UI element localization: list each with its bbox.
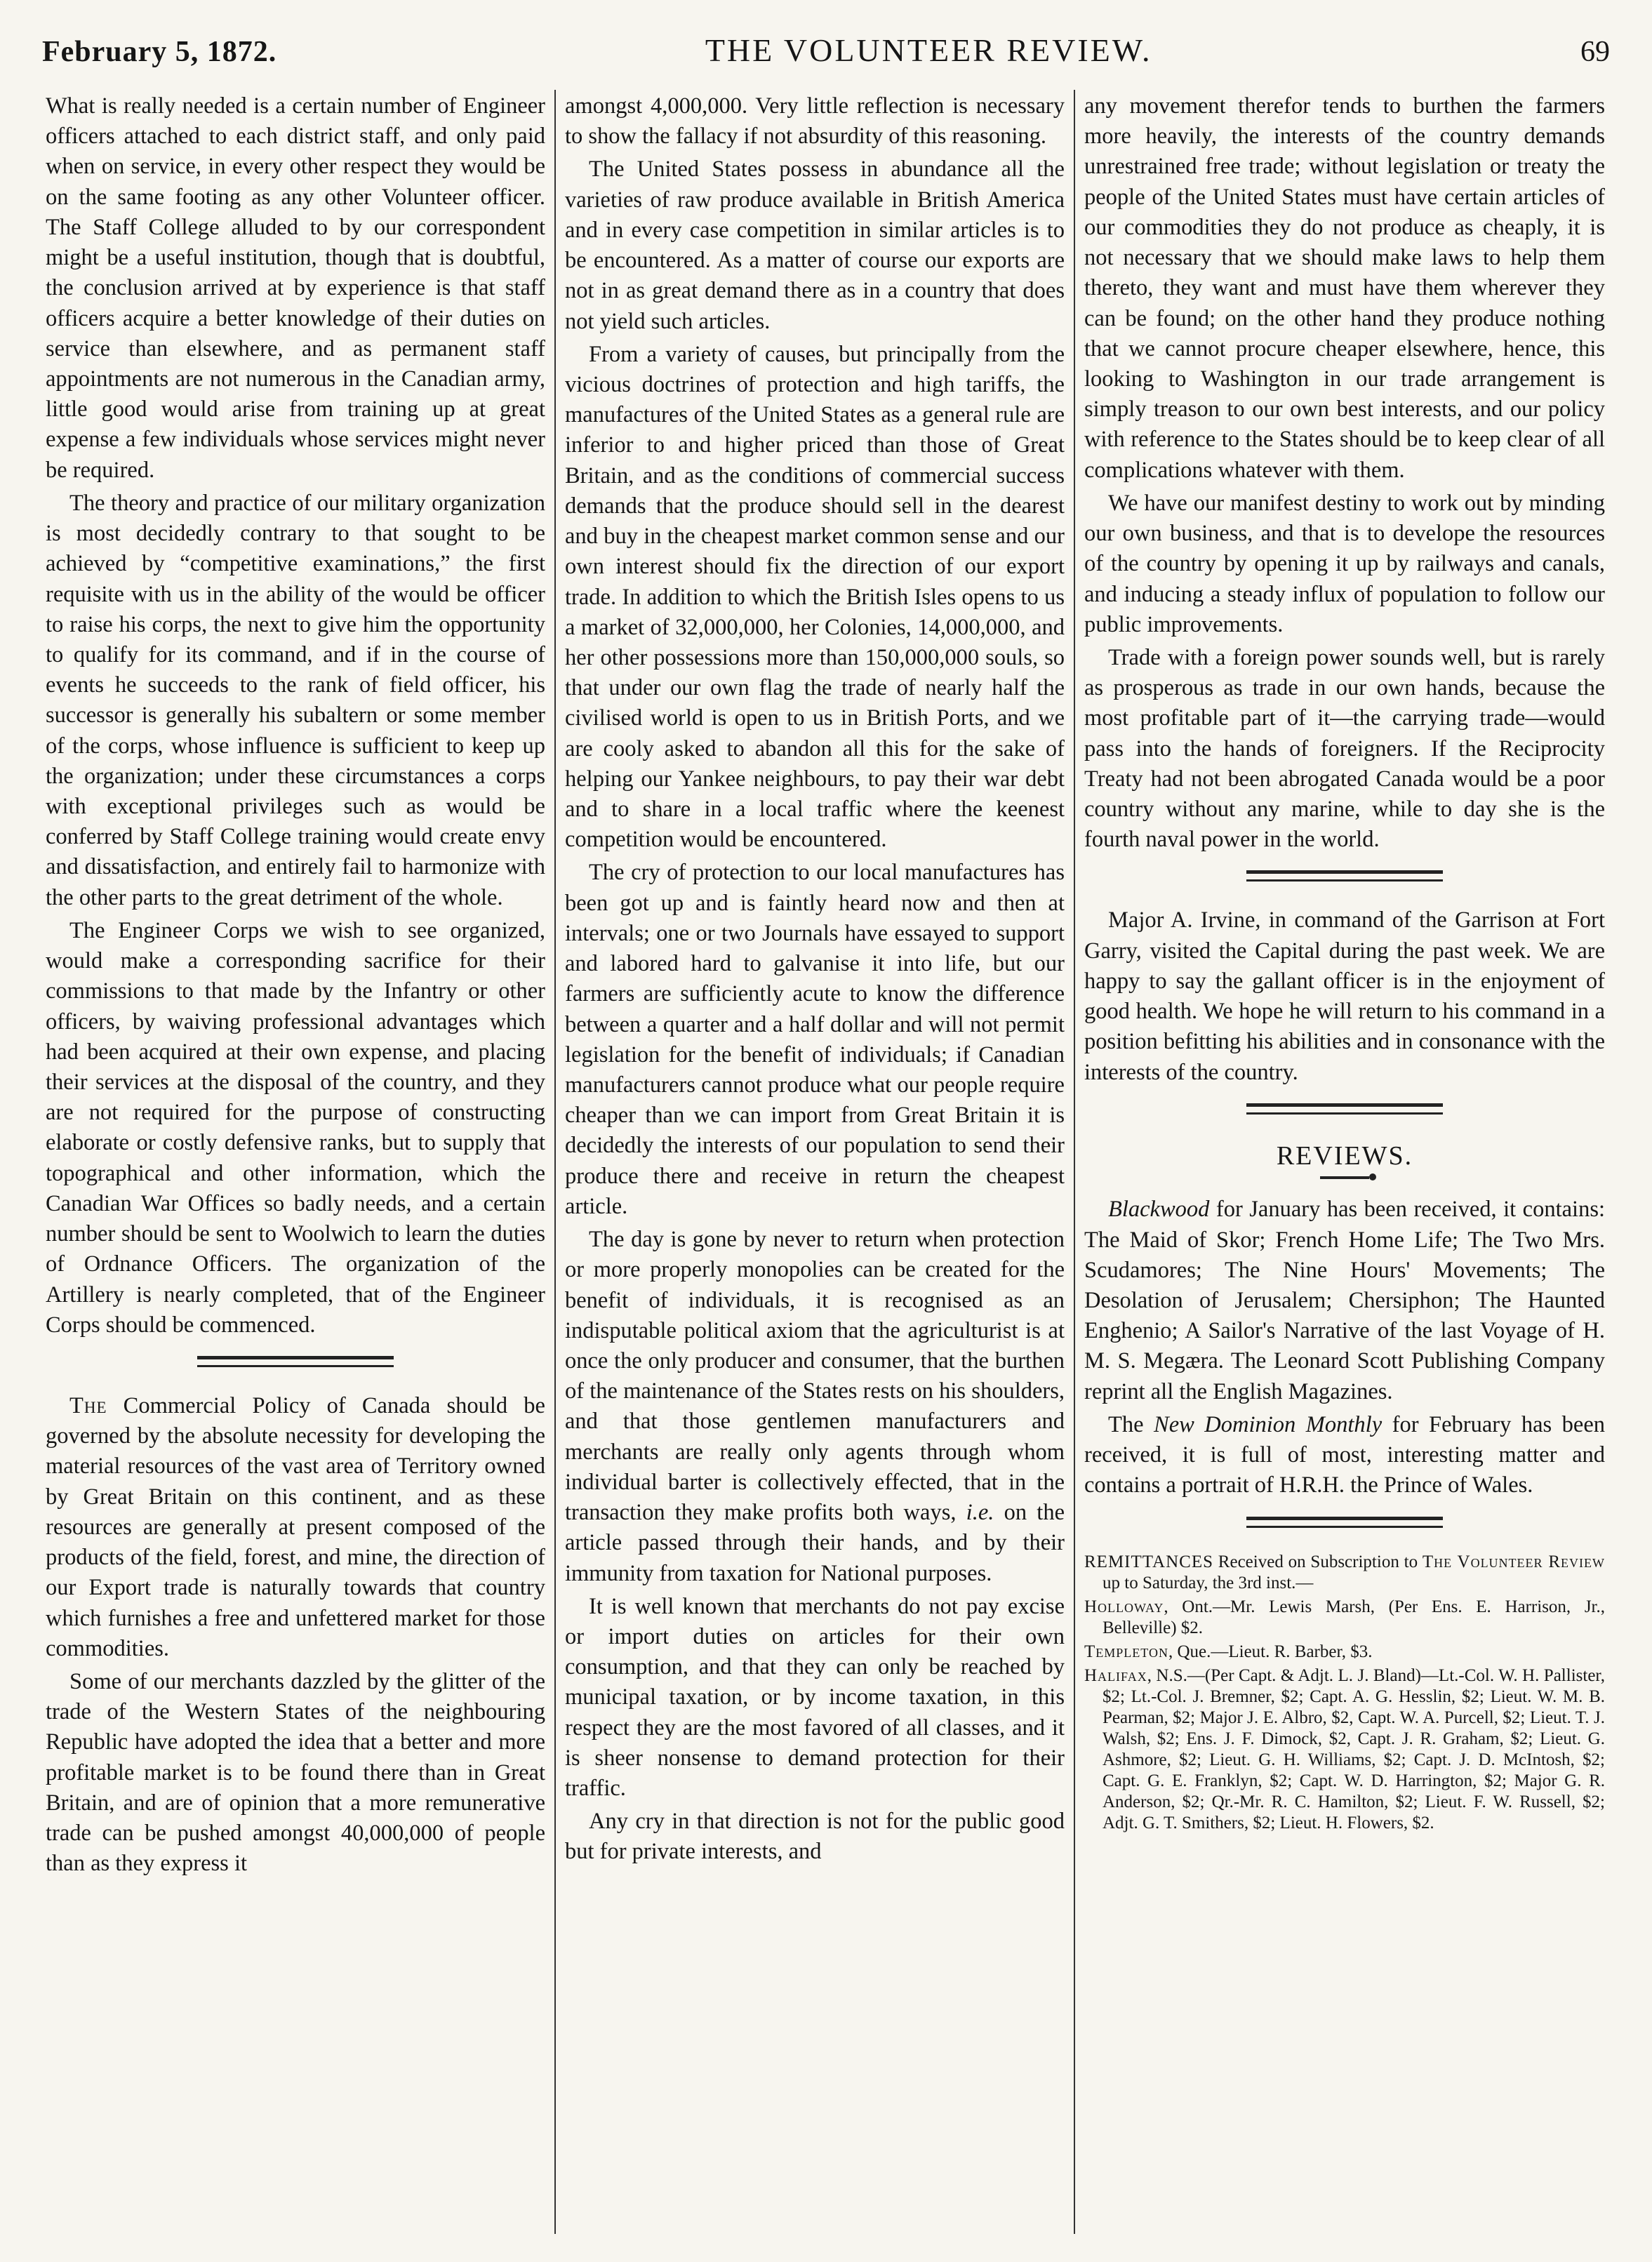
remittance-entry [1084, 1665, 1605, 1834]
paragraph: We have our manifest destiny to work out by minding our own business, and that is to develope the resources of the country by opening it up by railways and canals, and inducing a steady influx of population to follow our public improvements. [1084, 490, 1605, 637]
remittances-section [1084, 1552, 1605, 1834]
ornament-rule [1320, 1176, 1369, 1179]
paragraph: any movement therefor tends to burthen the farmers more heavily, the interests of the country demands unrestrained free trade; without legislation or treaty the people of the United States must have certain articles of our commodities they do not produce as cheaply, it is not necessary that we should make laws to help them thereto, they want and must have them wherever they can be found; on the other hand they produce nothing that we cannot procure cheaper elsewhere, hence, this looking to Washington in our trade arrangement is simply treason to our own best interests, and our policy with reference to the States should be to keep clear of all complications whatever with them. [1084, 93, 1605, 483]
remittances-intro [1084, 1552, 1605, 1594]
newspaper-title: THE VOLUNTEER REVIEW. [705, 32, 1152, 68]
magazine-title: New Dominion Monthly [1154, 1411, 1383, 1437]
paragraph: It is well known that merchants do not pay excise or import duties on articles for their own consumption, and that they can only be reached by municipal taxation, or by income taxation, in this respect they are the most favored of all classes, and it is sheer nonsense to demand protection for their traffic. [565, 1593, 1065, 1802]
abbreviation: i.e. [966, 1500, 994, 1526]
paragraph-lead: The [69, 1392, 107, 1418]
section-divider [1246, 1103, 1443, 1115]
paragraph: The United States possess in abundance all the varieties of raw produce available in British America and in every case competition in similar articles is to be encountered. As a matter of course our exports are not in as great demand there as in a country that does not yield such articles. [565, 157, 1065, 334]
paragraph-text: for February has been received, it is full of most, interesting matter and contains a portrait of H.R.H. the Prince of Wales. [1084, 1411, 1606, 1498]
section-divider [1246, 1517, 1443, 1528]
section-divider [1246, 870, 1443, 881]
column-rule-right [1074, 90, 1075, 2234]
paragraph: Trade with a foreign power sounds well, but is rarely as prosperous as trade in our own hands, because the most profitable part of it—the carrying trade—would pass into the hands of foreigners. If the Reciprocity Treaty had not been abrogated Canada would be a poor country without any marine, while to day she is the fourth naval power in the world. [1084, 644, 1605, 853]
magazine-title: Blackwood [1108, 1197, 1210, 1223]
paragraph: amongst 4,000,000. Very little reflection is necessary to show the fallacy if not absurdity of this reasoning. [565, 93, 1065, 149]
section-divider [197, 1356, 394, 1367]
paragraph: Major A. Irvine, in command of the Garrison at Fort Garry, visited the Capital during the past week. We are happy to say the gallant officer is in the enjoyment of good health. We hope he will return to his command in a position befitting his abilities and in consonance with the interests of the country. [1084, 907, 1605, 1085]
remittance-place: Halifax [1084, 1665, 1147, 1685]
remittance-place: Templeton [1084, 1642, 1168, 1661]
review-paragraph [1084, 1410, 1605, 1501]
remittance-text: , Que.—Lieut. R. Barber, $3. [1168, 1642, 1373, 1661]
paragraph: What is really needed is a certain number of Engineer officers attached to each district staff, and only paid when on service, in every other respect they would be on the same footing as any other Volunteer officer. The Staff College alluded to by our correspondent might be a useful institution, though that is doubtful, the conclusion arrived at by experience is that staff officers acquire a better knowledge of their duties on service than elsewhere, and as permanent staff appointments are not numerous in the Canadian army, little good would arise from training up at great expense a few individuals whose services might never be required. [46, 93, 545, 483]
remittances-text: Received on Subscription to [1213, 1552, 1423, 1571]
paragraph [46, 1391, 545, 1664]
paragraph: The Engineer Corps we wish to see organized, would make a corresponding sacrifice for their commissions to that made by the Infantry or other officers, by waiving professional advantages which had been acquired at their own expense, and placing their services at the disposal of the country, and they are not required for the purpose of constructing elaborate or costly defensive ranks, but to supply that topographical and other information, which the Canadian War Offices so badly needs, and a certain number should be sent to Woolwich to learn the duties of Ordnance Officers. The organization of the Artillery is nearly completed, that of the Engineer Corps should be commenced. [46, 917, 545, 1338]
remittance-text: , N.S.—(Per Capt. & Adjt. L. J. Bland)—Lt.-Col. W. H. Pallister, $2; Lt.-Col. J. Bremner, $2; Capt. A. G. Hesslin, $2; Lieut. W. M. B. Pearman, $2; Major J. E. Albro, $2, Capt. W. A. Purcell, $2; Lieut. T. J. Walsh, $2; Ens. J. F. Dimock, $2, Capt. J. R. Graham, $2; Lieut. G. Ashmore, $2; Lieut. G. H. Williams, $2; Capt. J. D. McIntosh, $2; Capt. G. E. Franklyn, $2; Capt. W. D. Harrington, $2; Major G. R. Anderson, $2; Qr.-Mr. R. C. Hamilton, $2; Lieut. F. W. Russell, $2; Adjt. G. T. Smithers, $2; Lieut. H. Flowers, $2. [1103, 1665, 1605, 1832]
paragraph-text: for January has been received, it contains: The Maid of Skor; French Home Life; The Two Mrs. Scudamores; The Nine Hours' Movements; The Desolation of Jerusalem; Chersiphon; The Haunted Enghenio; A Sailor's Narrative of the last Voyage of H. M. S. Megæra. The Leonard Scott Publishing Company reprint all the English Magazines. [1084, 1197, 1605, 1404]
review-paragraph [1084, 1195, 1605, 1407]
paragraph-text: The day is gone by never to return when protection or more properly monopolies can be created for the benefit of individuals, it is recognised as an indisputable political axiom that the agriculturist is at once the only producer and consumer, that the burthen of the maintenance of the States rests on his shoulders, and that those gentlemen manufacturers and merchants are really only agents through whom individual barter is collectively effected, that in the transaction they make profits both ways, [565, 1227, 1065, 1526]
column-1 [46, 91, 545, 2234]
paragraph: The theory and practice of our military organization is most decidedly contrary to that sought to be achieved by “competitive examinations,” the first requisite with us in the ability of the would be officer to raise his corps, the next to give him the opportunity to qualify for its command, and if in the course of events he succeeds to the rank of field officer, his successor is generally his subaltern or some member of the corps, whose influence is sufficient to keep up the organization; under these circumstances a corps with exceptional privileges such as would be conferred by Staff College training would create envy and dissatisfaction, and entirely fail to harmonize with the other parts to the great detriment of the whole. [46, 490, 545, 910]
paragraph: Any cry in that direction is not for the public good but for private interests, and [565, 1809, 1065, 1865]
remittance-place: Holloway [1084, 1597, 1164, 1616]
column-2 [565, 91, 1065, 2234]
paragraph-text: Commercial Policy of Canada should be governed by the absolute necessity for developing the material resources of the vast area of Territory owned by Great Britain on this continent, and as these resources are generally at present composed of the products of the field, forest, and mine, the direction of our Export trade is naturally towards that country which furnishes a free and unfettered market for those commodities. [46, 1392, 545, 1661]
remittance-entry [1084, 1597, 1605, 1639]
remittances-lead: REMITTANCES [1084, 1552, 1213, 1571]
remittances-text: up to Saturday, the 3rd inst.— [1103, 1573, 1314, 1592]
page-number: 69 [1580, 36, 1610, 68]
paragraph: The cry of protection to our local manufactures has been got up and is faintly heard now and then at intervals; one or two Journals have essayed to support and labored hard to galvanise it into life, but our farmers are sufficiently acute to know the difference between a quarter and a half dollar and will not permit legislation for the benefit of individuals; if Canadian manufacturers cannot produce what our people require cheaper than we can import from Great Britain it is decidedly the interests of our population to send their produce there and receive in return the cheapest article. [565, 860, 1065, 1219]
reviews-heading: REVIEWS. [1276, 1140, 1413, 1171]
paragraph-text: on the article passed through their hands, and by their immunity from taxation for National purposes. [565, 1500, 1065, 1586]
paragraph: From a variety of causes, but principally from the vicious doctrines of protection and high tariffs, the manufactures of the United States as a general rule are inferior to and higher priced than those of Great Britain, and as the conditions of commercial success demands that the produce should sell in the dearest and buy in the cheapest market common sense and our own interest should fix the direction of our export trade. In addition to which the British Isles opens to us a market of 32,000,000, her Colonies, 14,000,000, and her other possessions more than 150,000,000 souls, so that under our own flag the trade of nearly half the civilised world is open to us in British Ports, and we are cooly asked to abandon all this for the sake of helping our Yankee neighbours, to pay their war debt and to share in a local traffic where the keenest competition would be encountered. [565, 341, 1065, 853]
issue-date: February 5, 1872. [42, 36, 277, 68]
paragraph [565, 1225, 1065, 1589]
remittance-text: , Ont.—Mr. Lewis Marsh, (Per Ens. E. Harrison, Jr., Belleville) $2. [1103, 1597, 1605, 1637]
page-header [42, 13, 1610, 69]
paragraph: Some of our merchants dazzled by the glitter of the trade of the Western States of the neighbouring Republic have adopted the idea that a better and more profitable market is to be found there than in Great Britain, and are of opinion that a more remunerative trade can be pushed amongst 40,000,000 of people than as they express it [46, 1668, 545, 1877]
paper-name: The Volunteer Review [1422, 1552, 1606, 1571]
remittance-entry [1084, 1642, 1605, 1663]
paragraph-text: The [1108, 1411, 1154, 1437]
column-3 [1084, 91, 1605, 2234]
column-rule-left [554, 90, 556, 2234]
